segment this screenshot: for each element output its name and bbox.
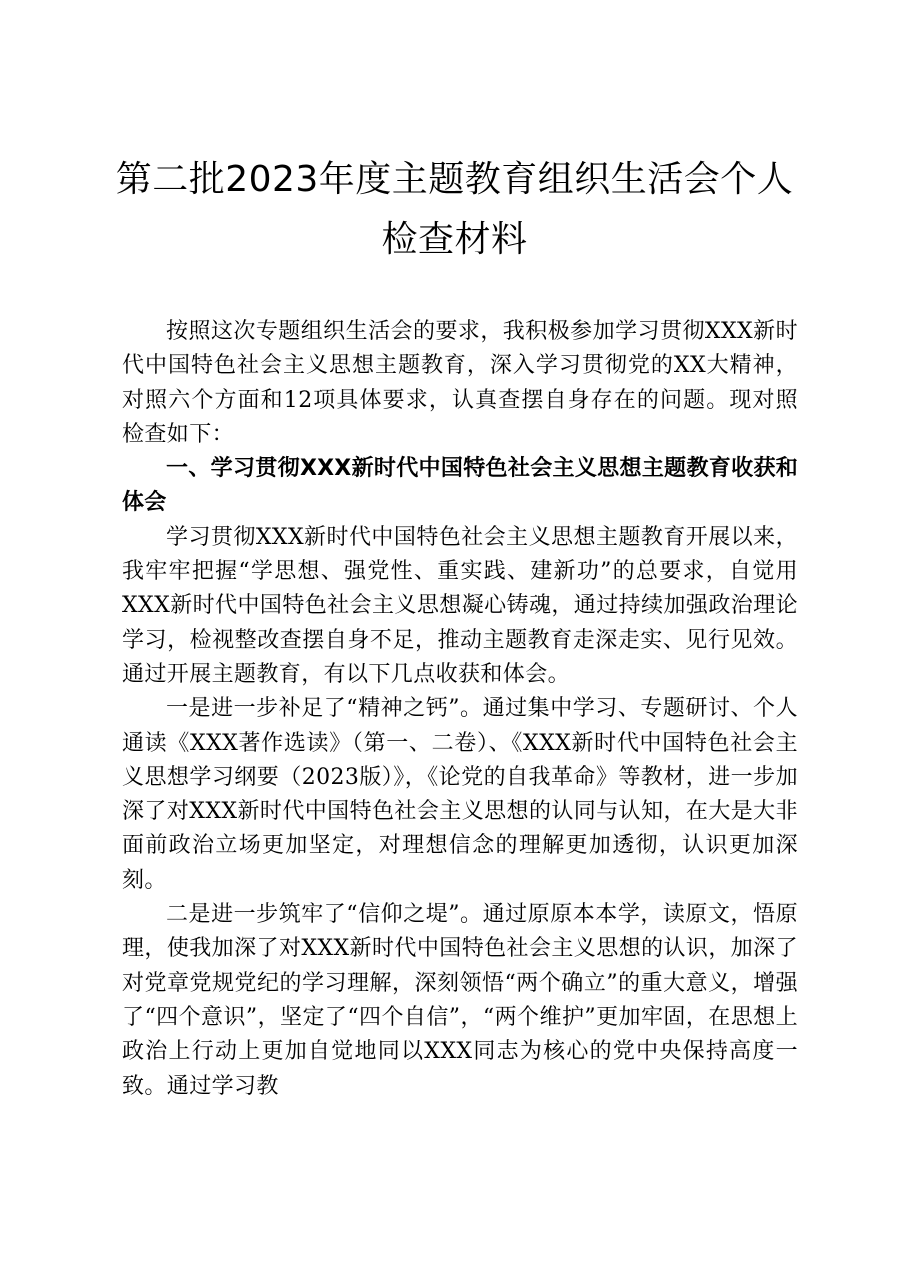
body-paragraph: 一是进一步补足了“精神之钙”。通过集中学习、专题研讨、个人通读《XXX著作选读》（第一、二卷）、《XXX新时代中国特色社会主义思想学习纲要（2023版）》，《论党的自我革命》等教材，进一步加深了对XXX新时代中国特色社会主义思想的认同与认知，在大是大非面前政治立场更加坚定，对理想信念的理解更加透彻，认识更加深刻。 [122, 696, 798, 893]
section-heading: 一、学习贯彻XXX新时代中国特色社会主义思想主题教育收获和体会 [122, 456, 798, 516]
body-paragraph: 二是进一步筑牢了“信仰之堤”。通过原原本本学，读原文，悟原理，使我加深了对XXX新时代中国特色社会主义思想的认识，加深了对党章党规党纪的学习理解，深刻领悟“两个确立”的重大意义，增强了“四个意识”，坚定了“四个自信”，“两个维护”更加牢固，在思想上政治上行动上更加自觉地同以XXX同志为核心的党中央保持高度一致。通过学习教 [122, 902, 798, 1099]
document-body [122, 315, 798, 1104]
body-paragraph: 学习贯彻XXX新时代中国特色社会主义思想主题教育开展以来，我牢牢把握“学思想、强党性、重实践、建新功”的总要求，自觉用XXX新时代中国特色社会主义思想凝心铸魂，通过持续加强政治理论学习，检视整改查摆自身不足，推动主题教育走深走实、见行见效。通过开展主题教育，有以下几点收获和体会。 [122, 524, 798, 687]
document-title: 第二批2023年度主题教育组织生活会个人检查材料 [115, 159, 794, 260]
intro-paragraph: 按照这次专题组织生活会的要求，我积极参加学习贯彻XXX新时代中国特色社会主义思想主题教育，深入学习贯彻党的XX大精神，对照六个方面和12项具体要求，认真查摆自身存在的问题。现对照检查如下： [122, 319, 798, 447]
